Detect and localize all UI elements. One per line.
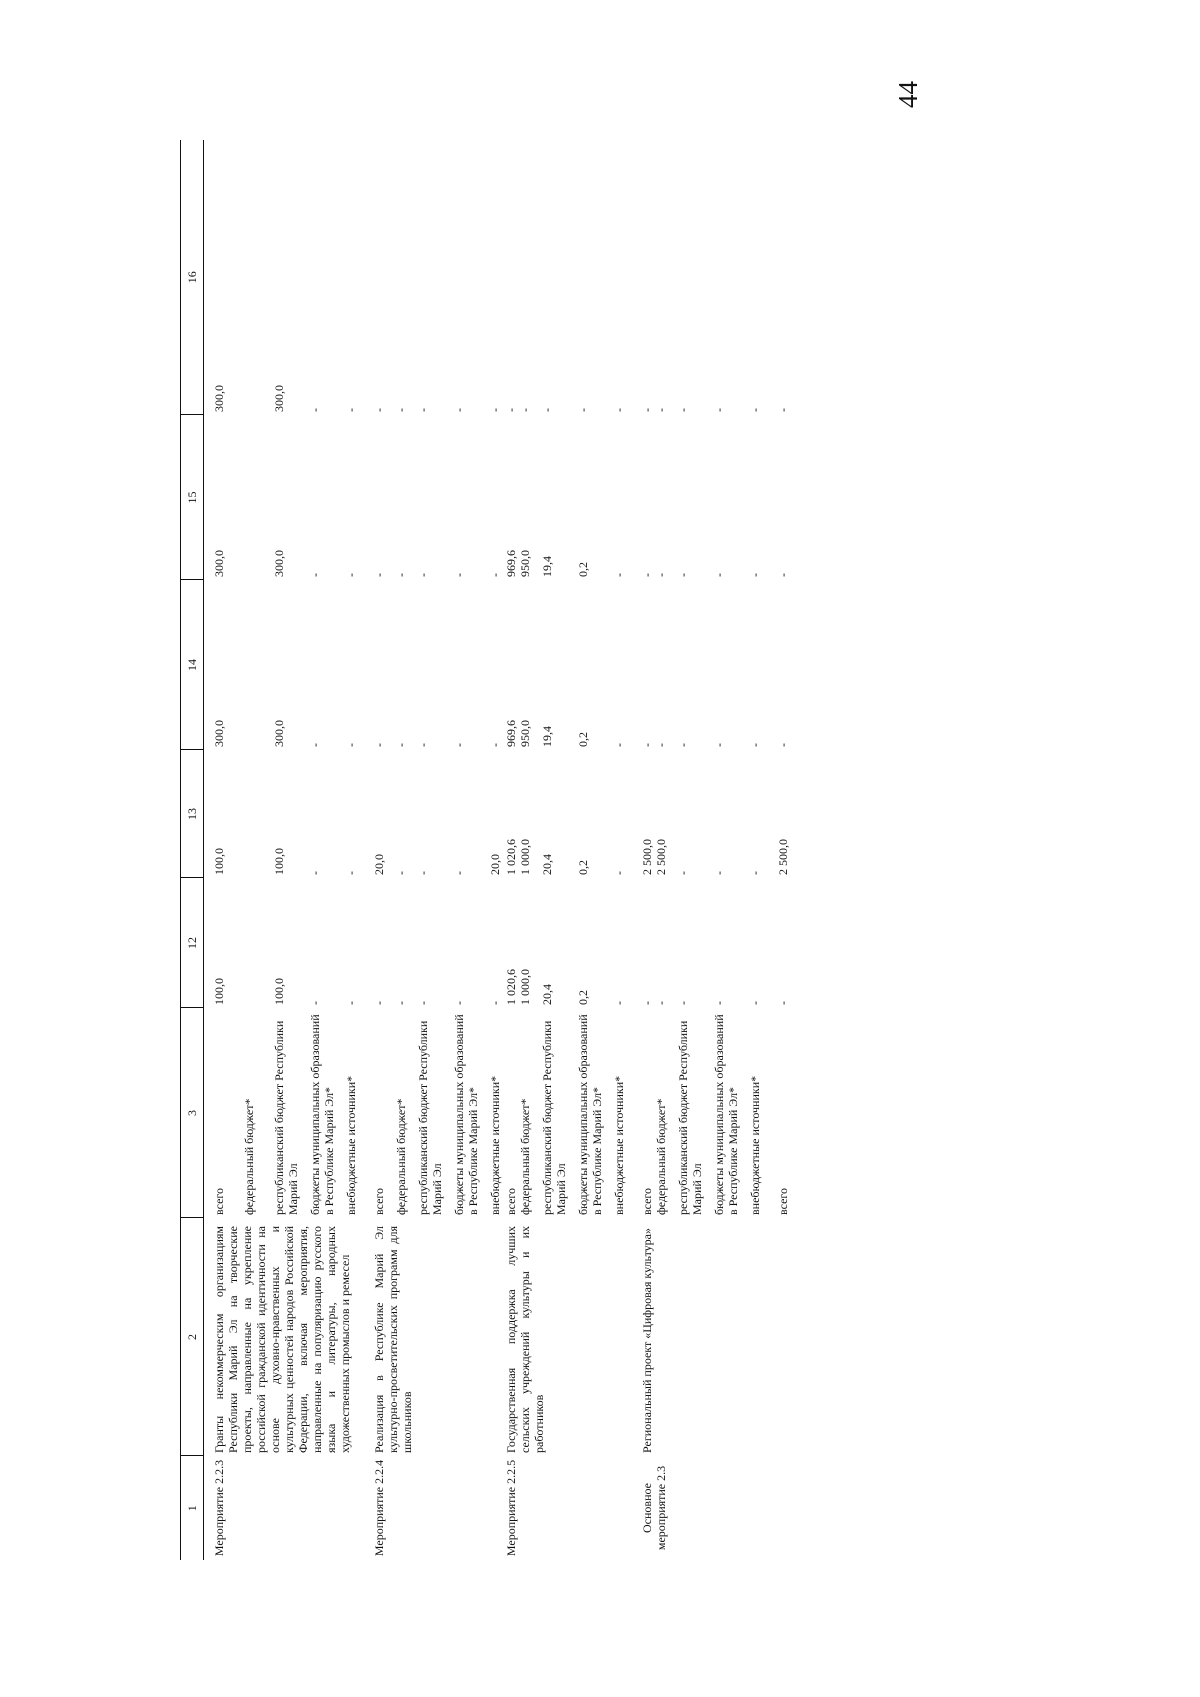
value-col-16: -	[372, 408, 386, 412]
value-col-16: -	[712, 408, 726, 412]
measure-title: Реализация в Республике Марий Эл культурно-просветительских программ для школьников	[372, 1226, 414, 1453]
funding-source: внебюджетные источники*	[612, 1075, 626, 1215]
funding-source: внебюджетные источники*	[748, 1075, 762, 1215]
value-col-15: -	[308, 573, 322, 577]
value-col-14: -	[612, 743, 626, 747]
funding-source: федеральный бюджет*	[394, 1098, 408, 1215]
funding-source: республиканский бюджет Республики Марий Эл	[540, 1020, 568, 1215]
value-col-12: -	[452, 1001, 466, 1005]
value-col-14: 300,0	[272, 720, 286, 747]
header-col-14: 14	[181, 580, 204, 750]
value-col-14: - -	[640, 743, 668, 747]
value-col-13: -	[416, 871, 430, 875]
funding-source: бюджеты муниципальных образований в Республике Марий Эл*	[308, 1014, 336, 1215]
value-col-13: 100,0	[212, 848, 226, 875]
value-col-15: 19,4	[540, 556, 554, 577]
value-col-13: 20,0	[372, 854, 386, 875]
value-col-12: 100,0	[212, 978, 226, 1005]
measure-code: Мероприятие 2.2.4	[372, 1459, 386, 1557]
value-col-14: 0,2	[576, 732, 590, 747]
value-col-15: 969,6 950,0	[504, 550, 532, 577]
measure-title: Государственная поддержка лучших сельских учреждений культуры и их работников	[504, 1226, 546, 1453]
value-col-12: -	[748, 1001, 762, 1005]
measure-code: Мероприятие 2.2.5	[504, 1459, 518, 1557]
value-col-16: -	[540, 408, 554, 412]
value-col-15: -	[676, 573, 690, 577]
page-number: 44	[893, 81, 923, 108]
funding-source: бюджеты муниципальных образований в Республике Марий Эл*	[452, 1014, 480, 1215]
value-col-16	[226, 140, 256, 415]
value-col-14: -	[344, 743, 358, 747]
value-col-14: 969,6 950,0	[504, 720, 532, 747]
value-col-12: -	[394, 1001, 408, 1005]
value-col-15: 0,2	[576, 562, 590, 577]
value-col-14: -	[308, 743, 322, 747]
value-col-16: -	[748, 408, 762, 412]
header-row	[181, 140, 204, 1560]
value-col-13: -	[394, 871, 408, 875]
value-col-12: -	[612, 1001, 626, 1005]
value-col-13: 20,4	[540, 854, 554, 875]
value-col-13: -	[676, 871, 690, 875]
value-col-13: -	[452, 871, 466, 875]
value-col-15: -	[394, 573, 408, 577]
value-col-13	[226, 750, 256, 878]
table-row	[502, 140, 532, 1560]
funding-source: всего	[776, 1187, 790, 1215]
value-col-12: 100,0	[272, 978, 286, 1005]
value-col-14: -	[488, 743, 502, 747]
value-col-16: -	[676, 408, 690, 412]
value-col-14: -	[394, 743, 408, 747]
value-col-13: -	[308, 871, 322, 875]
value-col-15: -	[612, 573, 626, 577]
value-col-12: 0,2	[576, 990, 590, 1005]
value-col-15: -	[416, 573, 430, 577]
value-col-13: -	[612, 871, 626, 875]
value-col-15: -	[344, 573, 358, 577]
funding-source: всего федеральный бюджет*	[640, 1098, 668, 1215]
value-col-12: -	[712, 1001, 726, 1005]
value-col-16: -	[612, 408, 626, 412]
value-col-13: -	[344, 871, 358, 875]
funding-source: республиканский бюджет Республики Марий Эл	[272, 1020, 300, 1215]
funding-source: бюджеты муниципальных образований в Республике Марий Эл*	[712, 1014, 740, 1215]
value-col-14: -	[372, 743, 386, 747]
value-col-12: 1 020,6 1 000,0	[504, 969, 532, 1005]
value-col-15: - -	[640, 573, 668, 577]
header-col-3: 3	[181, 1008, 204, 1218]
value-col-16: 300,0	[272, 385, 286, 412]
funding-source: всего федеральный бюджет*	[504, 1098, 532, 1215]
header-col-16: 16	[181, 140, 204, 415]
value-col-16: -	[344, 408, 358, 412]
value-col-16: -	[488, 408, 502, 412]
funding-source: республиканский бюджет Республики Марий Эл	[416, 1020, 444, 1215]
value-col-16: -	[576, 408, 590, 412]
funding-source: бюджеты муниципальных образований в Республике Марий Эл*	[576, 1014, 604, 1215]
value-col-12: -	[344, 1001, 358, 1005]
value-col-13: 0,2	[576, 860, 590, 875]
funding-source: внебюджетные источники*	[344, 1075, 358, 1215]
header-col-2: 2	[181, 1218, 204, 1456]
value-col-13: 2 500,0	[776, 839, 790, 875]
value-col-15: -	[452, 573, 466, 577]
value-col-16: - -	[640, 408, 668, 412]
value-col-12: - -	[640, 1001, 668, 1005]
value-col-13: -	[748, 871, 762, 875]
funding-source: внебюджетные источники*	[488, 1075, 502, 1215]
value-col-15: -	[372, 573, 386, 577]
value-col-13: -	[712, 871, 726, 875]
value-col-12: -	[488, 1001, 502, 1005]
measure-code: Основное мероприятие 2.3	[640, 1465, 668, 1551]
value-col-12	[226, 878, 256, 1008]
funding-source: всего	[372, 1187, 386, 1215]
value-col-12: -	[416, 1001, 430, 1005]
value-col-13: 2 500,0 2 500,0	[640, 839, 668, 875]
value-col-16: -	[416, 408, 430, 412]
value-col-15	[226, 415, 256, 580]
value-col-14: -	[776, 743, 790, 747]
header-col-13: 13	[181, 750, 204, 878]
value-col-14: -	[416, 743, 430, 747]
value-col-14: 300,0	[212, 720, 226, 747]
value-col-12: 20,4	[540, 984, 554, 1005]
measure-title: Гранты некоммерческим организациям Республики Марий Эл на творческие проекты, направленные на укрепление российской гражданской идентичности на основе духовно-нравственных и культурных ценностей народов Российской Федерации, включая мероприятия, направленные на популяризацию русского языка и литературы, народных художественных промыслов и ремесел	[212, 1226, 352, 1453]
value-col-14: -	[748, 743, 762, 747]
value-col-14: -	[676, 743, 690, 747]
value-col-12: -	[676, 1001, 690, 1005]
measure-title: Региональный проект «Цифровая культура»	[640, 1228, 654, 1453]
value-col-16: - -	[504, 408, 532, 412]
rotated-sheet	[180, 140, 1000, 1560]
funding-source: федеральный бюджет*	[242, 1098, 256, 1215]
value-col-15: -	[748, 573, 762, 577]
table-row	[626, 140, 668, 1560]
value-col-14: -	[452, 743, 466, 747]
funding-source: всего	[212, 1187, 226, 1215]
value-col-16: 300,0	[212, 385, 226, 412]
value-col-15: -	[488, 573, 502, 577]
value-col-13: 100,0	[272, 848, 286, 875]
value-col-15: -	[712, 573, 726, 577]
value-col-12: -	[308, 1001, 322, 1005]
header-col-12: 12	[181, 878, 204, 1008]
value-col-12: -	[776, 1001, 790, 1005]
value-col-16: -	[452, 408, 466, 412]
measure-code: Мероприятие 2.2.3	[212, 1459, 226, 1557]
value-col-15: -	[776, 573, 790, 577]
value-col-16: -	[308, 408, 322, 412]
value-col-14: -	[712, 743, 726, 747]
table-row	[358, 140, 386, 1560]
value-col-14	[226, 580, 256, 750]
value-col-13: 1 020,6 1 000,0	[504, 839, 532, 875]
budget-table	[180, 140, 790, 1560]
value-col-13: 20,0	[488, 854, 502, 875]
value-col-15: 300,0	[212, 550, 226, 577]
funding-source: республиканский бюджет Республики Марий Эл	[676, 1020, 704, 1215]
value-col-12: -	[372, 1001, 386, 1005]
value-col-14: 19,4	[540, 726, 554, 747]
table-row	[204, 140, 227, 1560]
header-col-15: 15	[181, 415, 204, 580]
header-col-1: 1	[181, 1456, 204, 1560]
value-col-15: 300,0	[272, 550, 286, 577]
value-col-16: -	[776, 408, 790, 412]
value-col-16: -	[394, 408, 408, 412]
